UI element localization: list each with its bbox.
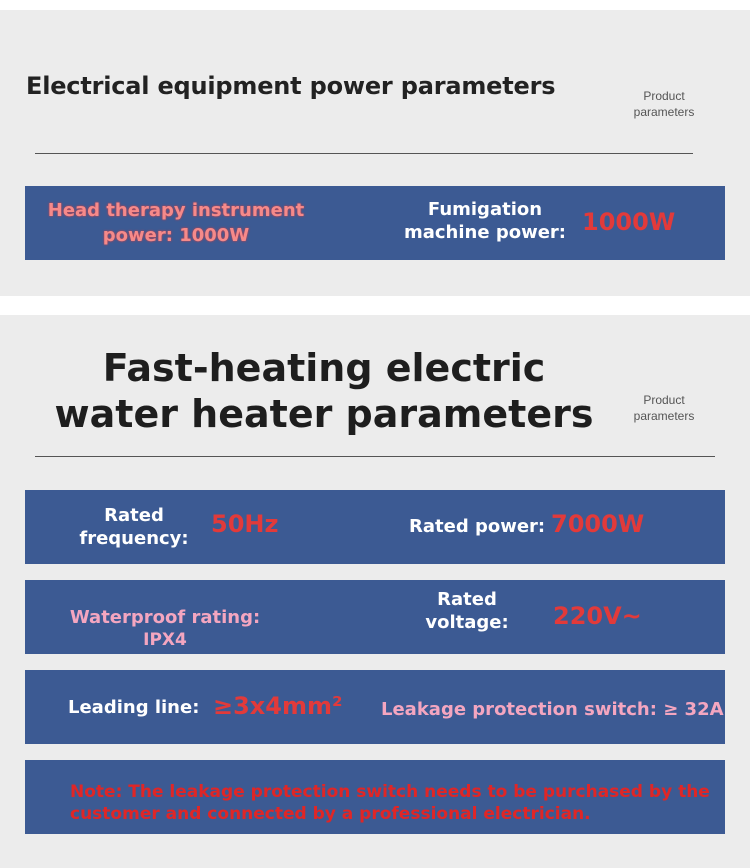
installation-note: Note: The leakage protection switch needs to be purchased by the customer and connected by a professional electrician.	[70, 782, 710, 824]
leakage-switch-rating: Leakage protection switch: ≥ 32A	[381, 699, 724, 720]
section-title: Fast-heating electric water heater parameters	[54, 346, 594, 436]
frequency-power-band	[25, 490, 725, 564]
power-band	[25, 186, 725, 260]
leading-line-value: ≥3x4mm²	[213, 692, 343, 720]
section-title: Electrical equipment power parameters	[26, 72, 556, 100]
fumigation-power-label: Fumigation machine power:	[403, 199, 566, 243]
waterproof-rating	[65, 606, 265, 652]
product-parameters-label: Product parameters	[633, 393, 695, 423]
electrical-power-section	[0, 10, 750, 296]
waterproof-rating-label: Waterproof rating:	[69, 607, 261, 628]
rated-power-label: Rated power:	[409, 516, 546, 537]
leading-line-label: Leading line:	[68, 697, 200, 718]
rated-power-value: 7000W	[551, 510, 645, 538]
rated-frequency-value: 50Hz	[211, 510, 279, 538]
note-band	[25, 760, 725, 834]
rated-voltage-label: Rated voltage:	[425, 589, 509, 633]
product-parameters-label: Product parameters	[633, 89, 695, 119]
divider	[35, 153, 693, 154]
divider	[35, 456, 715, 457]
head-therapy-power: Head therapy instrument power: 1000W	[47, 200, 305, 246]
water-heater-section	[0, 315, 750, 868]
waterproof-voltage-band	[25, 580, 725, 654]
fumigation-power-value: 1000W	[582, 208, 676, 236]
rated-frequency-label: Rated frequency:	[79, 505, 189, 549]
waterproof-rating-value: IPX4	[143, 630, 187, 650]
leading-line-leakage-band	[25, 670, 725, 744]
rated-voltage-value: 220V~	[553, 602, 642, 630]
